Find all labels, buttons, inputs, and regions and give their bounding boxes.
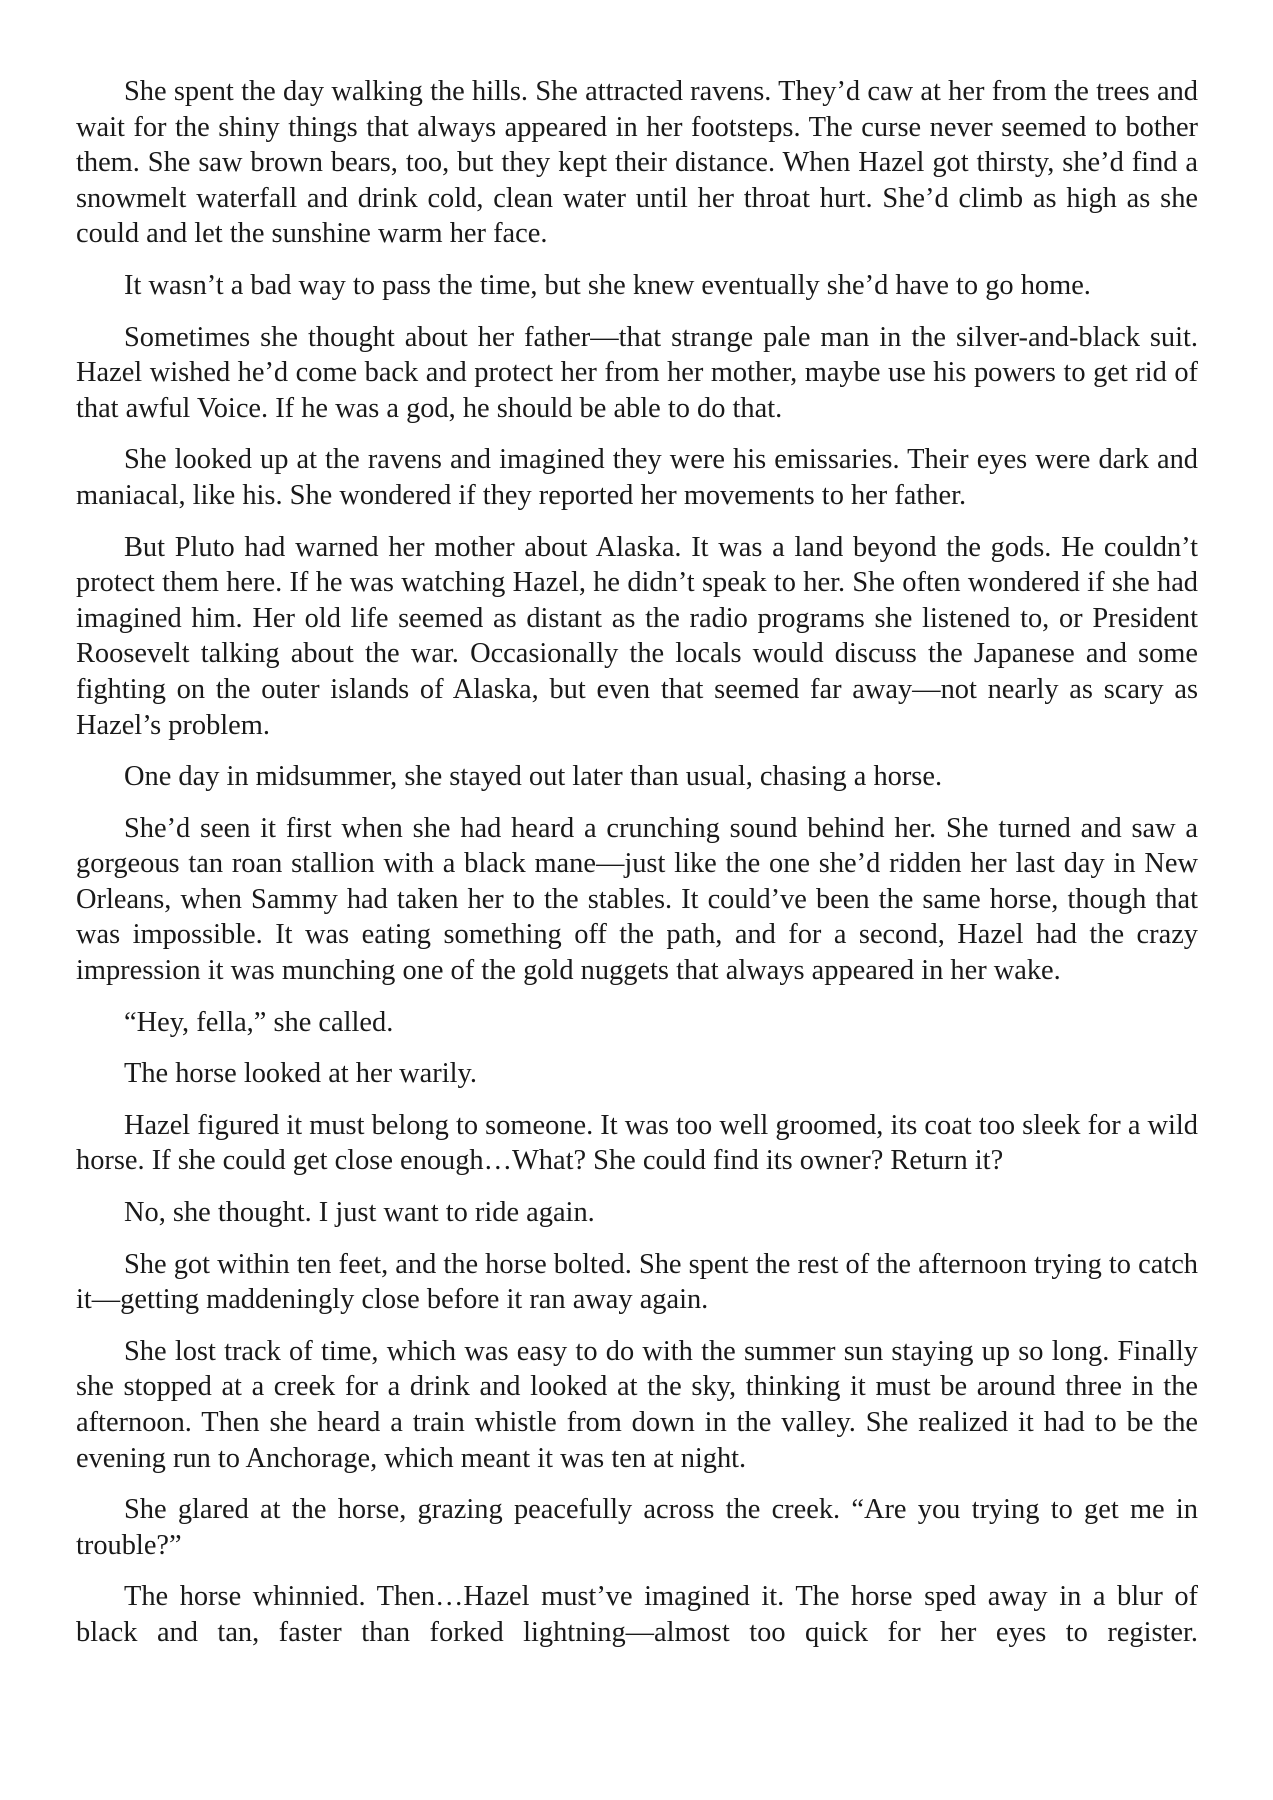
- paragraph: She’d seen it first when she had heard a crunching sound behind her. She turned and saw a gorgeous tan roan stallion with a black mane—just like the one she’d ridden her last day in New Orleans, when Sammy had taken her to the stables. It could’ve been the same horse, though that was impossible. It was eating something off the path, and for a second, Hazel had the crazy impression it was munching one of the gold nuggets that always appeared in her wake.: [76, 812, 1198, 987]
- paragraph: No, she thought. I just want to ride again.: [124, 1197, 595, 1229]
- paragraph-continued: The horse whinnied. Then…Hazel must’ve imagined it. The horse sped away in a blur of black and tan, faster than forked lightning—almost too quick for her eyes to register.: [76, 1581, 1198, 1648]
- paragraph: She looked up at the ravens and imagined they were his emissaries. Their eyes were dark and maniacal, like his. She wondered if they reported her movements to her father.: [76, 444, 1198, 511]
- paragraph: One day in midsummer, she stayed out later than usual, chasing a horse.: [124, 761, 943, 793]
- paragraph: The horse looked at her warily.: [124, 1058, 477, 1090]
- paragraph: She glared at the horse, grazing peacefully across the creek. “Are you trying to get me in trouble?”: [76, 1494, 1198, 1561]
- paragraph: Hazel figured it must belong to someone. It was too well groomed, its coat too sleek for a wild horse. If she could get close enough…What? She could find its owner? Return it?: [76, 1109, 1198, 1177]
- paragraph: She got within ten feet, and the horse bolted. She spent the rest of the afternoon trying to catch it—getting maddeningly close before it ran away again.: [76, 1248, 1198, 1316]
- paragraph: “Hey, fella,” she called.: [124, 1006, 394, 1038]
- paragraph: It wasn’t a bad way to pass the time, but she knew eventually she’d have to go home.: [124, 269, 1091, 301]
- paragraph: She lost track of time, which was easy to do with the summer sun staying up so long. Finally she stopped at a creek for a drink and looked at the sky, thinking it must be around three in the afternoon. Then she heard a train whistle from down in the valley. She realized it had to be the evening run to Anchorage, which meant it was ten at night.: [76, 1335, 1198, 1474]
- paragraph: Sometimes she thought about her father—that strange pale man in the silver-and-black suit. Hazel wished he’d come back and protect her from her mother, maybe use his powers to get rid of that awful Voice. If he was a god, he should be able to do that.: [76, 321, 1198, 424]
- paragraph: But Pluto had warned her mother about Alaska. It was a land beyond the gods. He couldn’t protect them here. If he was watching Hazel, he didn’t speak to her. She often wondered if she had imagined him. Her old life seemed as distant as the radio programs she listened to, or President Roosevelt talking about the war. Occasionally the locals would discuss the Japanese and some fighting on the outer islands of Alaska, but even that seemed far away—not nearly as scary as Hazel’s problem.: [76, 531, 1198, 741]
- paragraph: She spent the day walking the hills. She attracted ravens. They’d caw at her from the trees and wait for the shiny things that always appeared in her footsteps. The curse never seemed to bother them. She saw brown bears, too, but they kept their distance. When Hazel got thirsty, she’d find a snowmelt waterfall and drink cold, clean water until her throat hurt. She’d climb as high as she could and let the sunshine warm her face.: [76, 76, 1198, 250]
